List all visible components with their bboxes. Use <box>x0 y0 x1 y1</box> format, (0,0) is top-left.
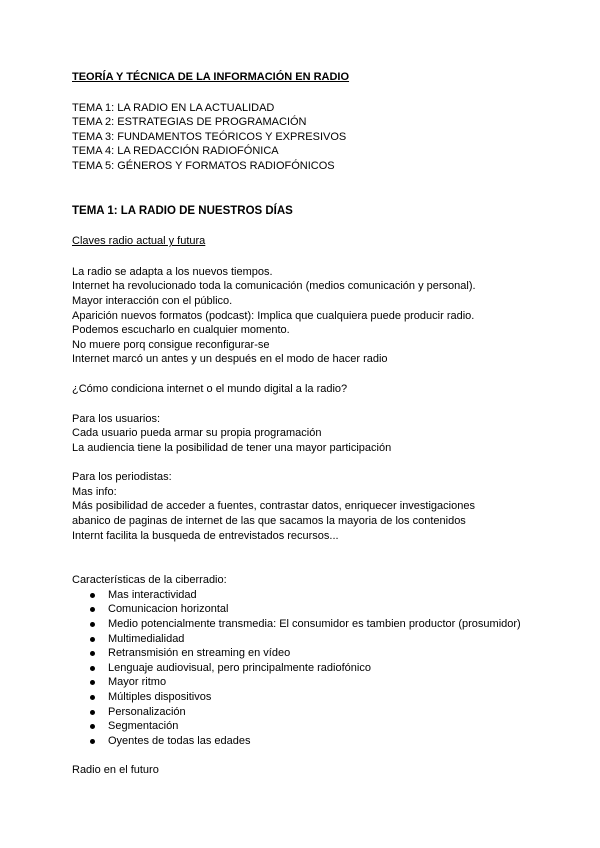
bullet-icon <box>90 637 95 642</box>
ciberradio-heading: Características de la ciberradio: <box>72 574 227 587</box>
topic-item: TEMA 3: FUNDAMENTOS TEÓRICOS Y EXPRESIVOS <box>72 130 347 143</box>
list-item: Medio potencialmente transmedia: El consumidor es tambien productor (prosumidor) <box>72 617 542 632</box>
list-item: Segmentación <box>72 719 542 734</box>
text-line: Internet marcó un antes y un después en el modo de hacer radio <box>72 353 388 366</box>
topic-item: TEMA 1: LA RADIO EN LA ACTUALIDAD <box>72 101 275 114</box>
bullet-icon <box>90 724 95 729</box>
section-subtitle: Claves radio actual y futura <box>72 235 206 248</box>
text-line: Podemos escucharlo en cualquier momento. <box>72 324 290 337</box>
users-block <box>72 412 542 456</box>
list-item: Múltiples dispositivos <box>72 690 542 705</box>
list-item: Retransmisión en streaming en vídeo <box>72 646 542 661</box>
text-line: Internet ha revolucionado toda la comunicación (medios comunicación y personal). <box>72 280 476 293</box>
list-item: Multimedialidad <box>72 632 542 647</box>
bullet-icon <box>90 739 95 744</box>
topic-item: TEMA 2: ESTRATEGIAS DE PROGRAMACIÓN <box>72 116 307 129</box>
document-content <box>72 70 542 778</box>
ciberradio-block <box>72 573 542 748</box>
topic-list <box>72 101 542 174</box>
text-line: La audiencia tiene la posibilidad de tener una mayor participación <box>72 441 392 454</box>
text-line: Internt facilita la busqueda de entrevistados recursos... <box>72 529 339 542</box>
claves-paragraph <box>72 265 542 367</box>
journalists-heading: Para los periodistas: <box>72 471 172 484</box>
text-line: Más posibilidad de acceder a fuentes, contrastar datos, enriquecer investigaciones <box>72 500 475 513</box>
bullet-icon <box>90 710 95 715</box>
bullet-icon <box>90 651 95 656</box>
text-line: Mas info: <box>72 485 117 498</box>
ciberradio-list <box>72 588 542 749</box>
bullet-icon <box>90 680 95 685</box>
topic-item: TEMA 4: LA REDACCIÓN RADIOFÓNICA <box>72 145 279 158</box>
section-title: TEMA 1: LA RADIO DE NUESTROS DÍAS <box>72 204 293 217</box>
list-item: Personalización <box>72 705 542 720</box>
text-line: No muere porq consigue reconfigurar-se <box>72 338 270 351</box>
text-line: Aparición nuevos formatos (podcast): Implica que cualquiera puede producir radio. <box>72 309 475 322</box>
list-item: Mayor ritmo <box>72 675 542 690</box>
list-item: Mas interactividad <box>72 588 542 603</box>
text-line: Cada usuario pueda armar su propia programación <box>72 427 322 440</box>
text-line: La radio se adapta a los nuevos tiempos. <box>72 265 273 278</box>
text-line: Mayor interacción con el público. <box>72 294 233 307</box>
bullet-icon <box>90 695 95 700</box>
list-item: Oyentes de todas las edades <box>72 734 542 749</box>
topic-item: TEMA 5: GÉNEROS Y FORMATOS RADIOFÓNICOS <box>72 159 335 172</box>
text-line: abanico de paginas de internet de las que sacamos la mayoria de los contenidos <box>72 515 466 528</box>
future-heading: Radio en el futuro <box>72 764 159 777</box>
bullet-icon <box>90 607 95 612</box>
list-item: Comunicacion horizontal <box>72 602 542 617</box>
question-line: ¿Cómo condiciona internet o el mundo digital a la radio? <box>72 382 348 395</box>
document-title: TEORÍA Y TÉCNICA DE LA INFORMACIÓN EN RADIO <box>72 71 350 83</box>
list-item: Lenguaje audiovisual, pero principalmente radiofónico <box>72 661 542 676</box>
bullet-icon <box>90 622 95 627</box>
users-heading: Para los usuarios: <box>72 412 161 425</box>
bullet-icon <box>90 593 95 598</box>
journalists-block <box>72 470 542 543</box>
bullet-icon <box>90 666 95 671</box>
